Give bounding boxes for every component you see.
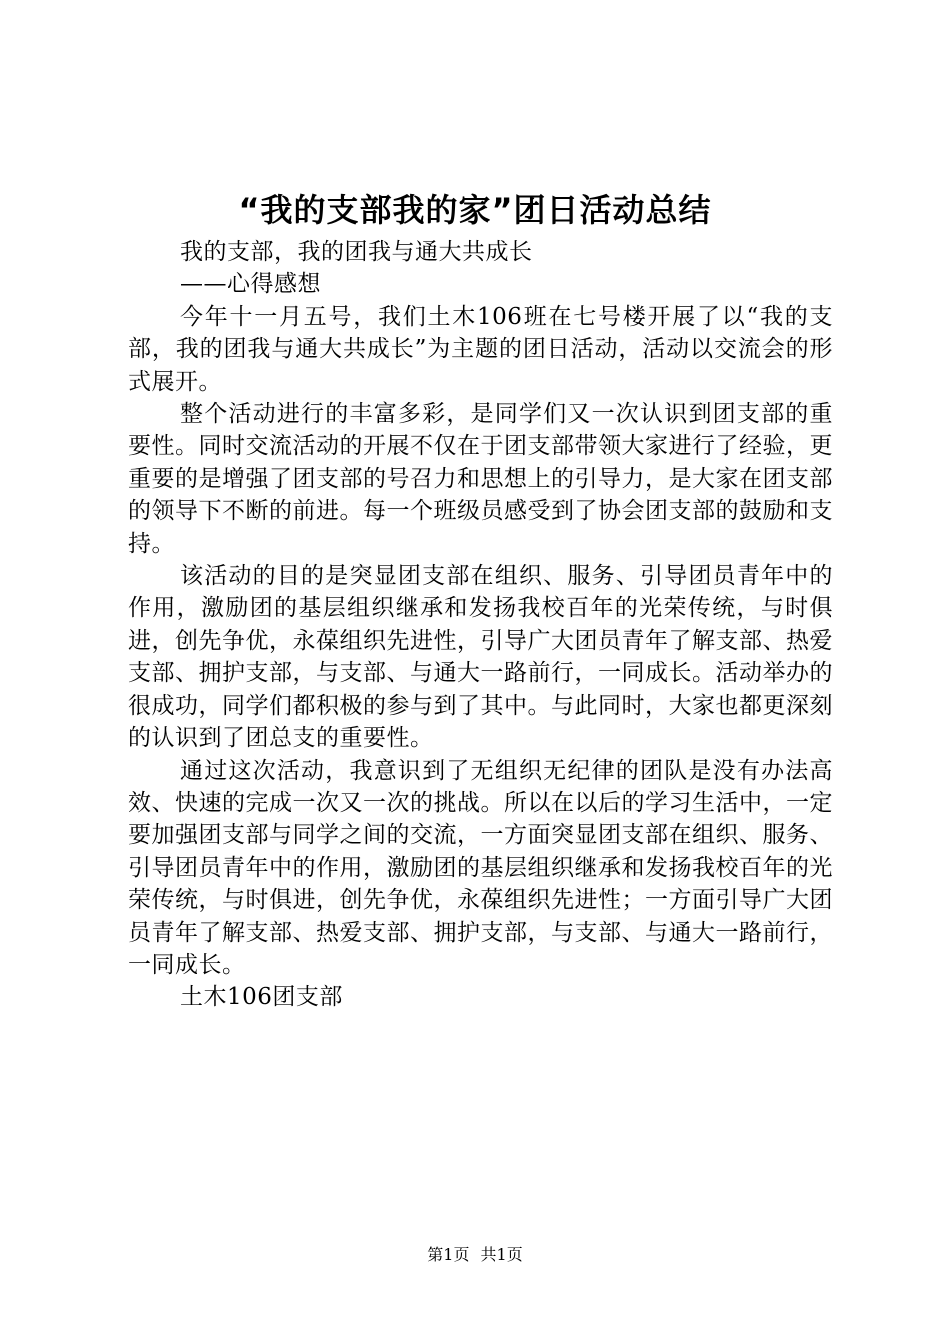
signature: 土木106团支部	[180, 984, 343, 1011]
paragraph-4: 通过这次活动，我意识到了无组织无纪律的团队是没有办法高效、快速的完成一次又一次的挑战。所以在以后的学习生活中，一定要加强团支部与同学之间的交流，一方面突显团支部在组织、服务、引导团员青年中的作用，激励团的基层组织继承和发扬我校百年的光荣传统，与时俱进，创先争优，永葆组织先进性；一方面引导广大团员青年了解支部、热爱支部、拥护支部，与支部、与通大一路前行，一同成长。	[128, 757, 833, 978]
page-number: 第1页	[427, 1245, 470, 1264]
document-body	[128, 236, 833, 1014]
page-footer	[0, 1244, 950, 1266]
subtitle-line: 我的支部，我的团我与通大共成长	[180, 239, 533, 265]
subtitle-suffix: ——心得感想	[180, 271, 321, 298]
paragraph-3: 该活动的目的是突显团支部在组织、服务、引导团员青年中的作用，激励团的基层组织继承和发扬我校百年的光荣传统，与时俱进，创先争优，永葆组织先进性，引导广大团员青年了解支部、热爱支部、拥护支部，与支部、与通大一路前行，一同成长。活动举办的很成功，同学们都积极的参与到了其中。与此同时，大家也都更深刻的认识到了团总支的重要性。	[128, 563, 833, 752]
paragraph-2: 整个活动进行的丰富多彩，是同学们又一次认识到团支部的重要性。同时交流活动的开展不仅在于团支部带领大家进行了经验，更重要的是增强了团支部的号召力和思想上的引导力，是大家在团支部的领导下不断的前进。每一个班级员感受到了协会团支部的鼓励和支持。	[128, 401, 833, 557]
paragraph-1: 今年十一月五号，我们土木106班在七号楼开展了以“我的支部，我的团我与通大共成长”为主题的团日活动，活动以交流会的形式展开。	[128, 303, 833, 395]
page-total: 共1页	[480, 1245, 523, 1264]
document-title: “我的支部我的家”团日活动总结	[238, 191, 712, 229]
